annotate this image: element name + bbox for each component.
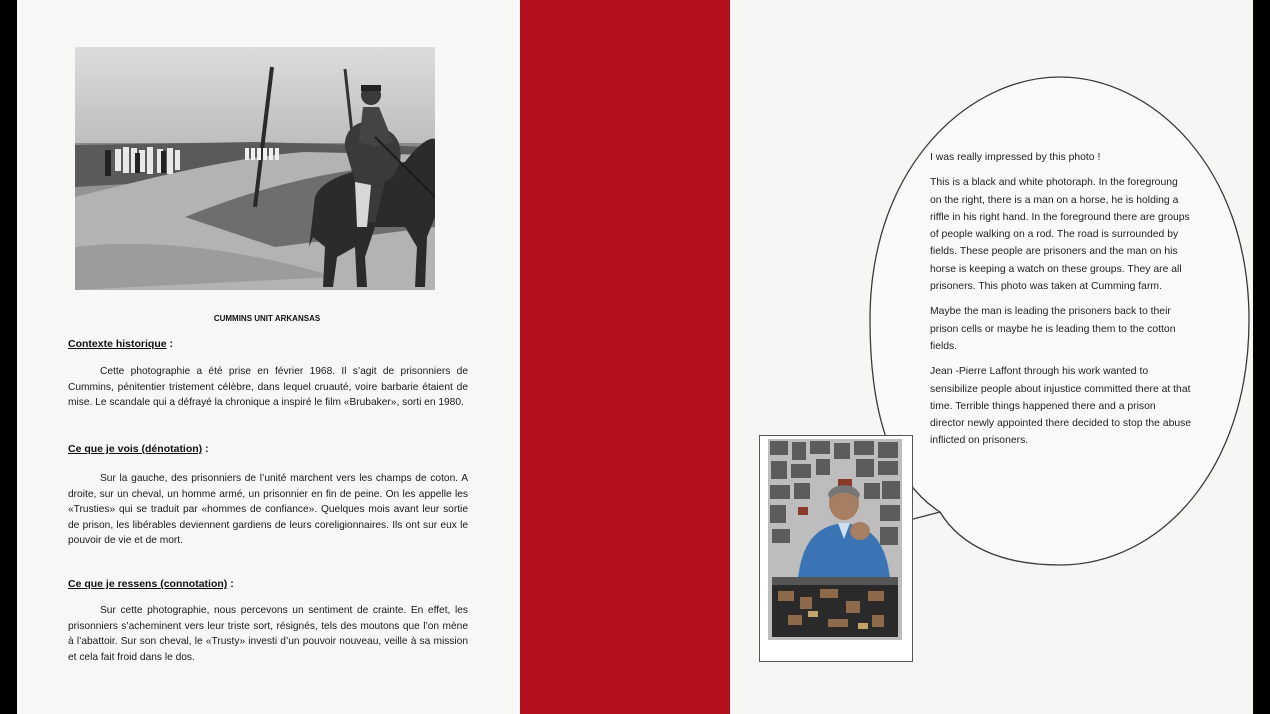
section-text-connotation: Sur cette photographie, nous percevons un sentiment de crainte. En effet, les prisonniers s’acheminent vers leur triste sort, résignés, tels des moutons que l’on mène à l’abattoir. Sur son cheval, le «Trusty» investi d’un pouvoir nouveau, veille à sa mission et cela fait froid dans le dos. <box>68 605 468 663</box>
section-title-connotation-colon: : <box>227 578 234 590</box>
red-divider <box>520 0 730 714</box>
photo-caption: CUMMINS UNIT ARKANSAS <box>213 314 321 323</box>
section-title-context-label: Contexte historique <box>68 338 167 350</box>
section-title-connotation-label: Ce que je ressens (connotation) <box>68 578 228 590</box>
section-title-denotation-colon: : <box>202 443 209 455</box>
bubble-text <box>930 149 1192 458</box>
portrait-photo <box>768 439 902 640</box>
section-title-context-colon: : <box>166 338 174 350</box>
left-page <box>17 0 520 714</box>
section-title-denotation <box>68 443 209 455</box>
bubble-paragraph: Jean -Pierre Laffont through his work wanted to sensibilize people about injustice committed there at that time. Terrible things happened there and a prison director newly appointed there decided to stop the abuse inflicted on prisoners. <box>930 366 1192 447</box>
cummins-photo <box>75 47 435 290</box>
bubble-paragraph: Maybe the man is leading the prisoners back to their prison cells or maybe he is leading them to the cotton fields. <box>930 306 1176 352</box>
bubble-paragraph: I was really impressed by this photo ! <box>930 152 1101 163</box>
bubble-paragraph: This is a black and white photoraph. In the foregroung on the right, there is a man on a horse, he is holding a riffle in his right hand. In the foreground there are groups of people walking on a rod. The road is surrounded by fields. These people are prisoners and the man on his horse is keeping a watch on these groups. They are all prisoners. This photo was taken at Cumming farm. <box>930 177 1190 293</box>
cummins-photo-image <box>75 47 435 290</box>
right-page <box>730 0 1253 714</box>
section-title-context <box>68 338 173 350</box>
section-text-denotation: Sur la gauche, des prisonniers de l’unité marchent vers les champs de coton. A droite, sur un cheval, un homme armé, un prisonnier en fin de peine. On les appelle les «Trusties» qui se traduit par «hommes de confiance». Quelques mois avant leur sortie de prison, les libérables deviennent gardiens de leurs coreligionnaires. Ils ont sur eux le pouvoir de vie et de mort. <box>68 473 468 546</box>
section-text-context: Cette photographie a été prise en février 1968. Il s’agit de prisonniers de Cummins, pénitentier tristement célèbre, dans lequel cruauté, voire barbarie étaient de mise. Le scandale qui a défrayé la chronique a inspiré le film «Brubaker», sorti en 1980. <box>68 366 468 408</box>
portrait-image <box>768 439 902 640</box>
section-title-denotation-label: Ce que je vois (dénotation) <box>68 443 203 455</box>
section-title-connotation <box>68 578 234 590</box>
portrait-frame <box>759 435 913 662</box>
